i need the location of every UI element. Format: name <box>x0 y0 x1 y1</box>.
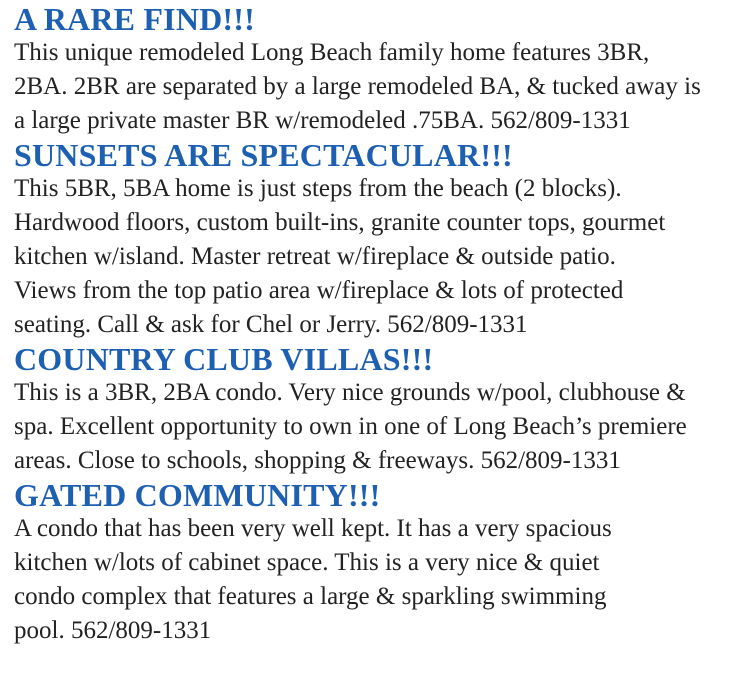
listing-gated-community <box>14 478 726 648</box>
listings-page <box>14 2 726 648</box>
listing-description <box>14 36 726 138</box>
description-line: A condo that has been very well kept. It has a very spacious <box>14 515 612 542</box>
description-line: This 5BR, 5BA home is just steps from the beach (2 blocks). <box>14 175 622 202</box>
description-line: pool. 562/809-1331 <box>14 617 212 644</box>
description-line: This is a 3BR, 2BA condo. Very nice grounds w/pool, clubhouse & <box>14 379 686 406</box>
listing-description <box>14 376 726 478</box>
description-line: spa. Excellent opportunity to own in one of Long Beach’s premiere <box>14 413 687 440</box>
listing-description <box>14 512 726 648</box>
description-line: Hardwood floors, custom built-ins, granite counter tops, gourmet <box>14 209 666 236</box>
listing-headline: A RARE FIND!!! <box>14 1 256 37</box>
description-line: a large private master BR w/remodeled .75BA. 562/809-1331 <box>14 107 631 134</box>
listing-headline: COUNTRY CLUB VILLAS!!! <box>14 341 434 377</box>
listing-headline: SUNSETS ARE SPECTACULAR!!! <box>14 137 513 173</box>
description-line: This unique remodeled Long Beach family home features 3BR, <box>14 39 650 66</box>
description-line: Views from the top patio area w/fireplace & lots of protected <box>14 277 624 304</box>
description-line: kitchen w/lots of cabinet space. This is a very nice & quiet <box>14 549 600 576</box>
description-line: kitchen w/island. Master retreat w/fireplace & outside patio. <box>14 243 616 270</box>
listing-rare-find <box>14 2 726 138</box>
description-line: seating. Call & ask for Chel or Jerry. 562/809-1331 <box>14 311 528 338</box>
listing-description <box>14 172 726 342</box>
listing-country-club <box>14 342 726 478</box>
description-line: areas. Close to schools, shopping & freeways. 562/809-1331 <box>14 447 621 474</box>
listing-headline: GATED COMMUNITY!!! <box>14 477 381 513</box>
listing-sunsets <box>14 138 726 342</box>
description-line: 2BA. 2BR are separated by a large remodeled BA, & tucked away is <box>14 73 701 100</box>
description-line: condo complex that features a large & sparkling swimming <box>14 583 607 610</box>
